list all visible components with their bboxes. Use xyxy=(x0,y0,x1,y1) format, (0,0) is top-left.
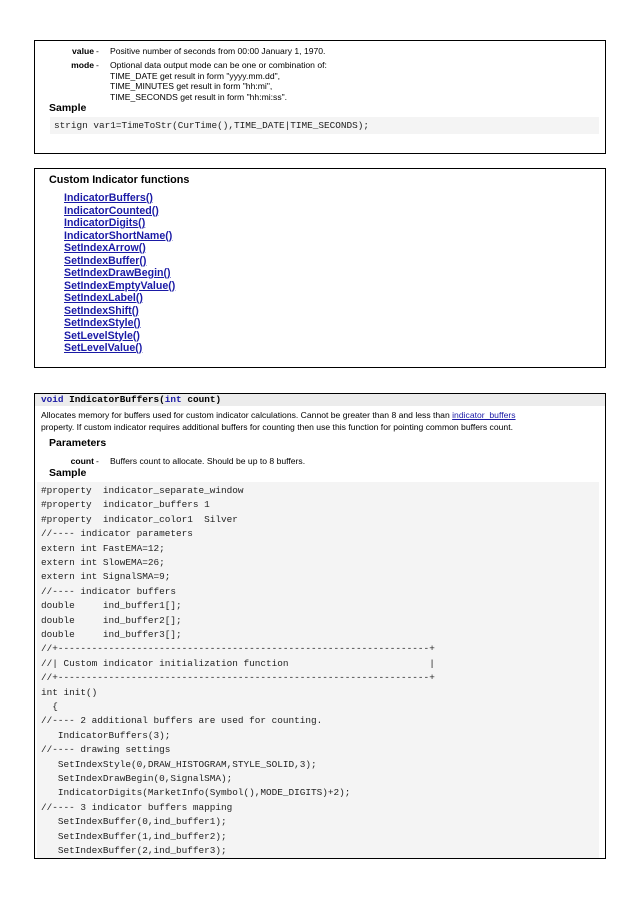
code-line: extern int SlowEMA=26; xyxy=(41,557,165,568)
code-line: #property indicator_color1 Silver xyxy=(41,513,238,525)
code-line: //---- indicator parameters xyxy=(41,528,193,540)
code-line: double ind_buffer1[]; xyxy=(41,600,182,612)
param-dash: - xyxy=(96,60,99,70)
code-line: //+------------------------------------------------------------------+ xyxy=(41,672,435,684)
signature-rest: count) xyxy=(181,394,222,405)
keyword-void: void xyxy=(41,394,64,405)
code-line: extern int FastEMA=12; xyxy=(41,542,165,554)
keyword-int: int xyxy=(164,394,182,405)
link-set-index-shift[interactable]: SetIndexShift() xyxy=(64,304,139,317)
code-line: //---- 2 additional buffers are used for counting. xyxy=(41,715,323,727)
description-line-2: property. If custom indicator requires additional buffers for counting then use this function for pointing common buffers count. xyxy=(41,422,513,432)
link-indicator-short-name[interactable]: IndicatorShortName() xyxy=(64,229,173,242)
param-desc-count: Buffers count to allocate. Should be up to 8 buffers. xyxy=(110,456,306,466)
code-line: double ind_buffer2[]; xyxy=(41,614,182,626)
link-set-index-label[interactable]: SetIndexLabel() xyxy=(64,292,143,304)
description-line-1 xyxy=(41,410,516,421)
code-line: //---- indicator buffers xyxy=(41,585,177,597)
function-signature xyxy=(41,394,221,405)
code-line: //---- 3 indicator buffers mapping xyxy=(41,801,233,813)
indicator-buffers-doc-box xyxy=(34,393,606,859)
param-desc-value: Positive number of seconds from 00:00 January 1, 1970. xyxy=(110,46,326,56)
time-to-str-params-box xyxy=(34,40,606,154)
link-indicator-counted[interactable]: IndicatorCounted() xyxy=(64,204,159,217)
code-line: SetIndexBuffer(2,ind_buffer3); xyxy=(41,845,227,856)
link-indicator-digits[interactable]: IndicatorDigits() xyxy=(64,217,146,229)
param-dash: - xyxy=(96,46,99,56)
indicator-buffers-link[interactable]: indicator_buffers xyxy=(452,410,516,420)
link-set-level-style[interactable]: SetLevelStyle() xyxy=(64,329,140,342)
code-line: SetIndexBuffer(0,ind_buffer1); xyxy=(41,816,227,828)
code-line: SetIndexBuffer(1,ind_buffer2); xyxy=(41,830,227,842)
section-title: Custom Indicator functions xyxy=(49,174,190,186)
code-line: extern int SignalSMA=9; xyxy=(41,571,171,583)
code-line: SetIndexDrawBegin(0,SignalSMA); xyxy=(41,773,233,784)
custom-indicator-functions-box xyxy=(34,168,606,368)
link-indicator-buffers[interactable]: IndicatorBuffers() xyxy=(64,192,153,204)
link-set-index-style[interactable]: SetIndexStyle() xyxy=(64,317,141,329)
code-line: //+------------------------------------------------------------------+ xyxy=(41,643,435,655)
code-line: int init() xyxy=(41,686,98,698)
link-set-index-arrow[interactable]: SetIndexArrow() xyxy=(64,242,146,254)
link-set-index-buffer[interactable]: SetIndexBuffer() xyxy=(64,254,147,267)
link-set-level-value[interactable]: SetLevelValue() xyxy=(64,342,143,354)
code-line: IndicatorBuffers(3); xyxy=(41,729,171,741)
code-line: double ind_buffer3[]; xyxy=(41,629,182,640)
param-desc-mode: Optional data output mode can be one or combination of: TIME_DATE get result in form "yyyy.mm.dd", TIME_MINUTES get result in form "hh:mi", TIME_SECONDS get result in form "hh:mi:ss". xyxy=(110,60,327,102)
sample-heading: Sample xyxy=(49,102,87,114)
link-set-index-empty-value[interactable]: SetIndexEmptyValue() xyxy=(64,279,176,292)
param-name-value: value xyxy=(72,46,94,56)
param-name-mode: mode xyxy=(71,60,94,70)
parameters-heading: Parameters xyxy=(49,437,107,449)
function-name: IndicatorBuffers( xyxy=(63,394,165,405)
param-name-count: count xyxy=(70,456,94,466)
code-line: strign var1=TimeToStr(CurTime(),TIME_DATE|TIME_SECONDS); xyxy=(54,120,370,131)
param-dash: - xyxy=(96,456,99,466)
sample-heading: Sample xyxy=(49,467,87,479)
code-line: //| Custom indicator initialization function | xyxy=(41,657,435,669)
code-line: #property indicator_separate_window xyxy=(41,485,244,496)
code-line: //---- drawing settings xyxy=(41,744,171,756)
code-line: IndicatorDigits(MarketInfo(Symbol(),MODE_DIGITS)+2); xyxy=(41,787,351,799)
code-line: { xyxy=(41,701,58,712)
code-line: SetIndexStyle(0,DRAW_HISTOGRAM,STYLE_SOLID,3); xyxy=(41,758,317,770)
description-text: Allocates memory for buffers used for custom indicator calculations. Cannot be greater than 8 and less than xyxy=(41,410,453,420)
code-line: #property indicator_buffers 1 xyxy=(41,499,210,511)
link-set-index-draw-begin[interactable]: SetIndexDrawBegin() xyxy=(64,267,171,279)
